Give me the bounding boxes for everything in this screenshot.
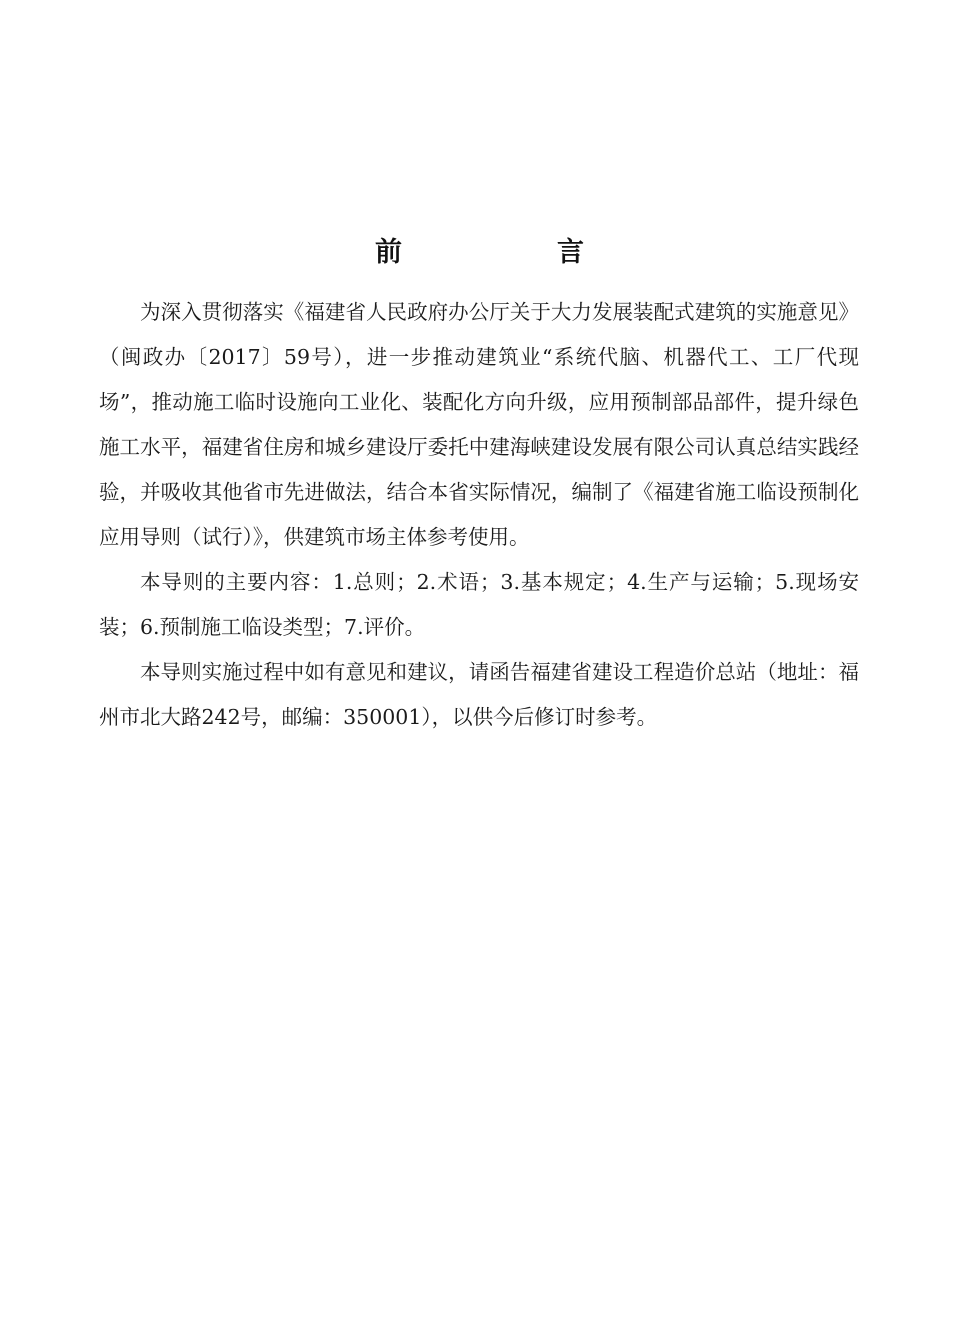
paragraph-contents: 本导则的主要内容：1.总则；2.术语；3.基本规定；4.生产与运输；5.现场安装；6.预制施工临设类型；7.评价。 [99, 570, 859, 639]
preface-body [99, 290, 859, 740]
paragraph-purpose: 为深入贯彻落实《福建省人民政府办公厅关于大力发展装配式建筑的实施意见》（闽政办〔2017〕59号），进一步推动建筑业“系统代脑、机器代工、工厂代现场”，推动施工临时设施向工业化、装配化方向升级，应用预制部品部件，提升绿色施工水平，福建省住房和城乡建设厅委托中建海峡建设发展有限公司认真总结实践经验，并吸收其他省市先进做法，结合本省实际情况，编制了《福建省施工临设预制化应用导则（试行）》，供建筑市场主体参考使用。 [99, 300, 859, 549]
page-title: 前 言 [375, 237, 648, 268]
paragraph-feedback: 本导则实施过程中如有意见和建议，请函告福建省建设工程造价总站（地址：福州市北大路242号，邮编：350001），以供今后修订时参考。 [99, 660, 859, 729]
